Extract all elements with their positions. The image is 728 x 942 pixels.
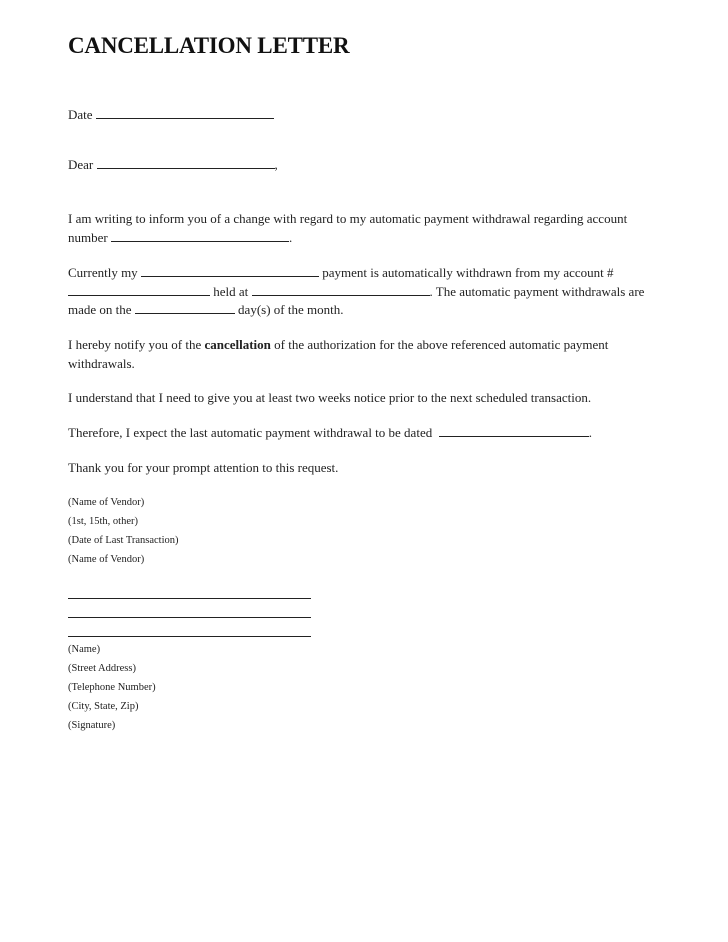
- made-on-text: made on the: [68, 302, 132, 317]
- last-date-blank[interactable]: [439, 424, 589, 437]
- label-name: (Name): [68, 644, 101, 655]
- signature-line-2[interactable]: [68, 617, 311, 618]
- paragraph-1-line-2: [68, 228, 292, 247]
- paragraph-4: I understand that I need to give you at least two weeks notice prior to the next scheduled transaction.: [68, 390, 592, 405]
- label-telephone: (Telephone Number): [68, 682, 156, 693]
- vendor-blank-1[interactable]: [141, 264, 319, 277]
- day-of-month-text: day(s) of the month.: [238, 302, 344, 317]
- withdrawals-text: . The automatic payment withdrawals are: [429, 284, 645, 299]
- letter-title: CANCELLATION LETTER: [68, 33, 350, 58]
- paragraph-3-line-1: [68, 335, 608, 354]
- account-number-label: number: [68, 230, 108, 245]
- signature-line-1[interactable]: [68, 598, 311, 599]
- recipient-blank[interactable]: [97, 156, 275, 169]
- notify-text: I hereby notify you of the: [68, 337, 202, 352]
- payment-withdrawn-text: payment is automatically withdrawn from my account #: [322, 265, 614, 280]
- note-4: (Name of Vendor): [68, 554, 145, 565]
- period: .: [288, 230, 293, 245]
- paragraph-6: Thank you for your prompt attention to this request.: [68, 460, 339, 475]
- label-street-address: (Street Address): [68, 663, 136, 674]
- dear-label: Dear: [68, 157, 94, 172]
- dear-suffix: ,: [274, 157, 278, 172]
- date-line: [68, 105, 274, 124]
- paragraph-3-line-2: withdrawals.: [68, 356, 135, 371]
- label-city-state-zip: (City, State, Zip): [68, 701, 139, 712]
- paragraph-2-line-1: [68, 263, 614, 282]
- currently-text: Currently my: [68, 265, 138, 280]
- paragraph-2-line-3: [68, 300, 343, 319]
- held-at-text: held at: [213, 284, 249, 299]
- account-blank[interactable]: [68, 283, 210, 296]
- bank-blank[interactable]: [252, 283, 430, 296]
- signature-line-3[interactable]: [68, 636, 311, 637]
- date-blank[interactable]: [96, 106, 274, 119]
- paragraph-1-line-1: I am writing to inform you of a change with regard to my automatic payment withdrawal regarding account: [68, 211, 628, 226]
- note-2: (1st, 15th, other): [68, 516, 138, 527]
- day-blank[interactable]: [135, 301, 235, 314]
- date-label: Date: [68, 107, 93, 122]
- dear-line: [68, 155, 278, 174]
- last-withdrawal-text: Therefore, I expect the last automatic payment withdrawal to be dated: [68, 425, 433, 440]
- label-signature: (Signature): [68, 720, 116, 731]
- paragraph-5: [68, 423, 592, 442]
- authorization-text: of the authorization for the above referenced automatic payment: [274, 337, 609, 352]
- note-1: (Name of Vendor): [68, 497, 145, 508]
- account-number-blank[interactable]: [111, 229, 289, 242]
- cancellation-bold: cancellation: [204, 337, 271, 352]
- period: .: [588, 425, 592, 440]
- note-3: (Date of Last Transaction): [68, 535, 179, 546]
- paragraph-2-line-2: [68, 282, 644, 301]
